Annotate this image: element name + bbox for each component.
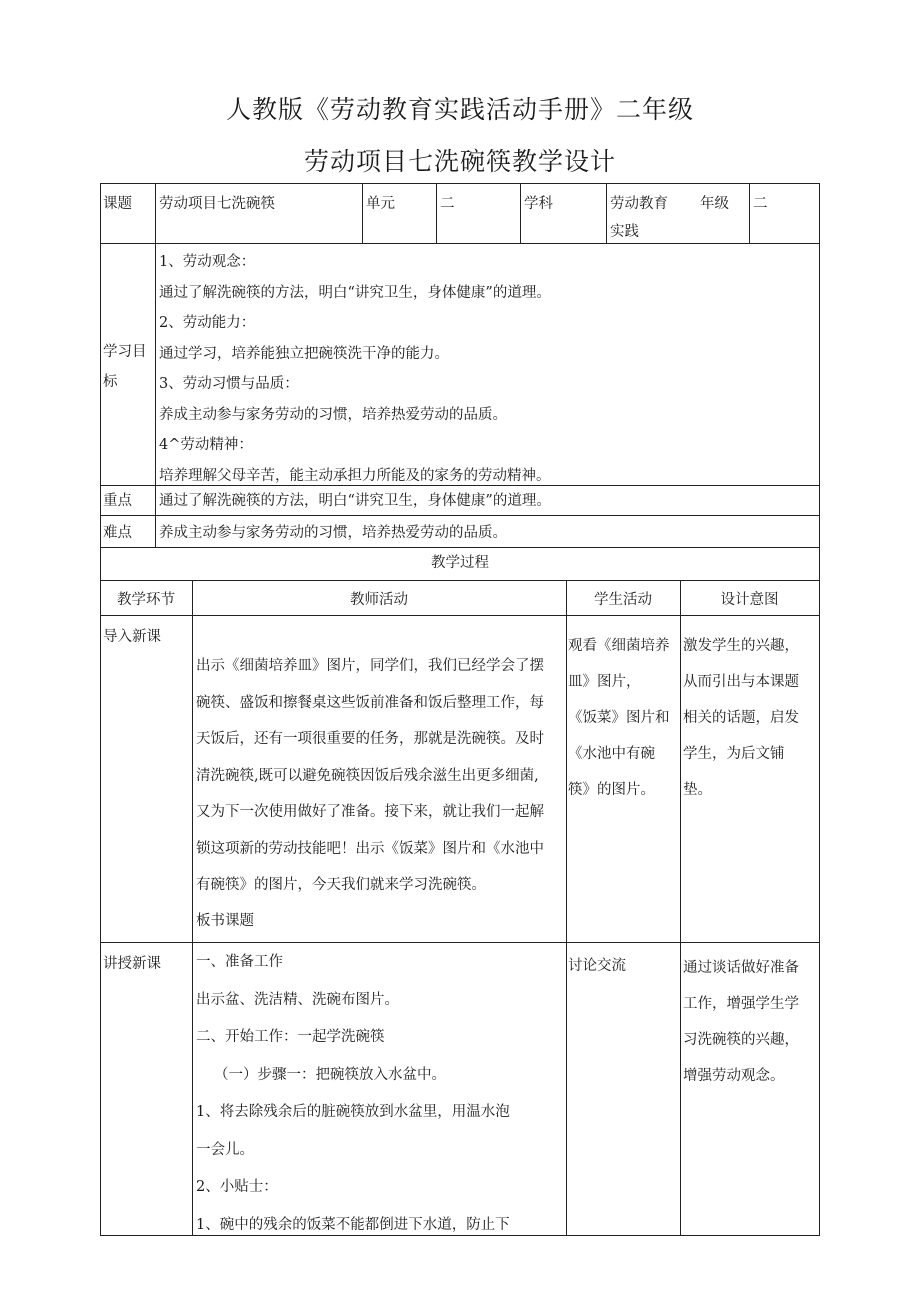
table-col-divider: [436, 183, 437, 243]
row-stage: 讲授新课: [103, 956, 161, 972]
objective-line: 2、劳动能力：: [159, 315, 256, 331]
objective-line: 1、劳动观念：: [159, 254, 256, 270]
row-student-activity: [568, 956, 626, 976]
difficulty-text: 养成主动参与家务劳动的习惯，培养热爱劳动的品质。: [159, 525, 507, 541]
teacher-line: 天饭后，还有一项很重要的任务，那就是洗碗筷。及时: [196, 731, 544, 747]
table-col-divider: [566, 580, 567, 1236]
teacher-line: 2、小贴士：: [196, 1179, 278, 1195]
student-line: 筷》的图片。: [568, 782, 655, 798]
row-teacher-activity: [196, 944, 510, 1244]
intent-line: 相关的话题，启发: [683, 710, 799, 726]
subject-value-cont: 实践: [610, 224, 639, 240]
table-rule: [100, 615, 820, 616]
table-col-divider: [155, 183, 156, 547]
teacher-line: 二、开始工作：一起学洗碗筷: [196, 1029, 385, 1045]
objective-line: 4^劳动精神：: [159, 437, 253, 453]
table-rule: [100, 243, 820, 244]
teacher-line: 一、准备工作: [196, 954, 283, 970]
key-point-label: 重点: [103, 493, 132, 509]
table-col-divider: [520, 183, 521, 243]
header-teacher: 教师活动: [350, 592, 408, 608]
header-student: 学生活动: [594, 592, 652, 608]
teacher-line: （一）步骤一：把碗筷放入水盆中。: [214, 1066, 446, 1083]
course-label: 课题: [103, 196, 132, 212]
table-rule: [100, 515, 820, 516]
table-rule: [100, 580, 820, 581]
intent-line: 工作，增强学生学: [683, 996, 799, 1012]
teacher-line: 清洗碗筷,既可以避免碗筷因饭后残余滋生出更多细菌,: [196, 767, 539, 784]
header-stage: 教学环节: [117, 592, 175, 608]
intent-line: 学生，为后文铺: [683, 746, 785, 762]
subject-label: 学科: [524, 196, 553, 212]
student-line: 皿》图片，: [568, 674, 641, 690]
teacher-line: 出示盆、洗洁精、洗碗布图片。: [196, 991, 399, 1008]
table-col-divider: [362, 183, 363, 243]
teacher-line: 锁这项新的劳动技能吧！出示《饭菜》图片和《水池中: [196, 840, 544, 857]
teacher-line: 又为下一次使用做好了准备。接下来，就让我们一起解: [196, 804, 544, 820]
document-title: 人教版《劳动教育实践活动手册》二年级: [225, 95, 694, 124]
table-rule: [100, 942, 820, 943]
objectives-label-cont: 标: [103, 374, 118, 390]
process-title: 教学过程: [431, 555, 489, 571]
row-design-intent: [683, 628, 799, 808]
table-col-divider: [680, 580, 681, 1236]
objective-line: 养成主动参与家务劳动的习惯，培养热爱劳动的品质。: [159, 406, 507, 423]
course-value: 劳动项目七洗碗筷: [159, 196, 275, 212]
student-line: 《水池中有碗: [568, 746, 655, 762]
teacher-line: 1、碗中的残余的饭菜不能都倒进下水道，防止下: [196, 1216, 510, 1233]
teacher-line: 有碗筷》的图片，今天我们就来学习洗碗筷。: [196, 877, 486, 893]
row-stage: 导入新课: [103, 629, 161, 645]
objective-line: 通过学习，培养能独立把碗筷洗干净的能力。: [159, 345, 449, 362]
grade-value: 二: [753, 196, 768, 212]
table-border-left: [100, 183, 101, 1236]
teacher-line: 碗筷、盛饭和擦餐桌这些饭前准备和饭后整理工作，每: [196, 694, 544, 711]
student-line: 讨论交流: [568, 958, 626, 974]
objectives-label: 学习目: [103, 344, 147, 360]
table-col-divider: [192, 580, 193, 1236]
objective-line: 3、劳动习惯与品质：: [159, 376, 299, 392]
intent-line: 垫。: [683, 782, 712, 798]
teacher-line: 1、将去除残余后的脏碗筷放到水盆里，用温水泡: [196, 1104, 510, 1120]
row-teacher-activity: [196, 648, 544, 938]
grade-label: 年级: [700, 196, 729, 212]
difficulty-label: 难点: [103, 525, 132, 541]
student-line: 《饭菜》图片和: [568, 710, 670, 726]
header-intent: 设计意图: [720, 592, 779, 608]
table-col-divider: [749, 183, 750, 243]
intent-line: 增强劳动观念。: [683, 1068, 785, 1084]
table-border-top: [100, 183, 820, 184]
key-point-text: 通过了解洗碗筷的方法，明白“讲究卫生，身体健康”的道理。: [159, 493, 551, 509]
intent-line: 通过谈话做好准备: [683, 960, 799, 976]
unit-value: 二: [440, 196, 455, 212]
subject-value: 劳动教育: [610, 196, 668, 212]
intent-line: 激发学生的兴趣，: [683, 638, 799, 654]
table-col-divider: [606, 183, 607, 243]
objectives-text: [159, 247, 551, 491]
row-student-activity: [568, 628, 670, 808]
intent-line: 习洗碗筷的兴趣，: [683, 1032, 799, 1048]
table-border-right: [819, 183, 820, 1236]
teacher-line: 板书课题: [196, 912, 254, 929]
row-design-intent: [683, 950, 799, 1094]
objective-line: 培养理解父母辛苦，能主动承担力所能及的家务的劳动精神。: [159, 467, 551, 484]
table-rule: [100, 547, 820, 548]
teacher-line: 一会儿。: [196, 1141, 254, 1158]
intent-line: 从而引出与本课题: [683, 674, 799, 690]
document-subtitle: 劳动项目七洗碗筷教学设计: [303, 147, 616, 176]
teacher-line: 出示《细菌培养皿》图片，同学们，我们已经学会了摆: [196, 658, 544, 674]
objective-line: 通过了解洗碗筷的方法，明白“讲究卫生，身体健康”的道理。: [159, 284, 551, 301]
student-line: 观看《细菌培养: [568, 638, 670, 654]
unit-label: 单元: [366, 196, 395, 212]
